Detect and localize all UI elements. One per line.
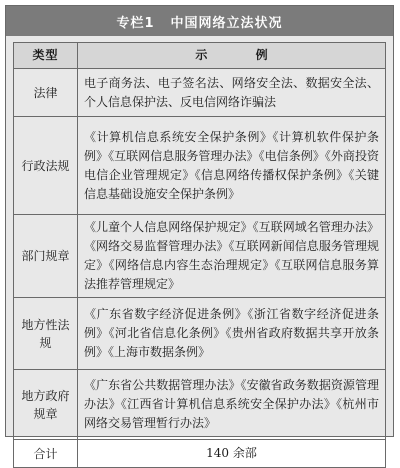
total-value: 140 余部 <box>78 440 386 468</box>
box-title-bar <box>6 6 393 36</box>
table-row <box>14 298 386 370</box>
row-examples: 《广东省数字经济促进条例》《浙江省数字经济促进条例》《河北省信息化条例》《贵州省政府数据共享开放条例》《上海市数据条例》 <box>78 298 386 370</box>
total-label: 合计 <box>14 440 78 468</box>
row-type: 法律 <box>14 69 78 117</box>
row-type: 行政法规 <box>14 117 78 215</box>
table-header-row <box>14 43 386 69</box>
row-examples: 《儿童个人信息网络保护规定》《互联网域名管理办法》《网络交易监督管理办法》《互联网新闻信息服务管理规定》《网络信息内容生态治理规定》《互联网信息服务算法推荐管理规定》 <box>78 215 386 298</box>
header-type: 类型 <box>14 43 78 69</box>
table-row <box>14 215 386 298</box>
table-row <box>14 69 386 117</box>
box-title: 中国网络立法状况 <box>170 15 283 31</box>
row-examples: 《计算机信息系统安全保护条例》《计算机软件保护条例》《互联网信息服务管理办法》《电信条例》《外商投资电信企业管理规定》《信息网络传播权保护条例》《关键信息基础设施安全保护条例》 <box>78 117 386 215</box>
row-type: 部门规章 <box>14 215 78 298</box>
box-number: 专栏1 <box>116 15 155 31</box>
row-examples: 《广东省公共数据管理办法》《安徽省政务数据资源管理办法》《江西省计算机信息系统安全保护办法》《杭州市网络交易管理暂行办法》 <box>78 370 386 440</box>
header-examples: 示 例 <box>78 43 386 69</box>
row-type: 地方政府规章 <box>14 370 78 440</box>
row-examples: 电子商务法、电子签名法、网络安全法、数据安全法、个人信息保护法、反电信网络诈骗法 <box>78 69 386 117</box>
table-row <box>14 117 386 215</box>
row-type: 地方性法规 <box>14 298 78 370</box>
legislation-table <box>13 42 386 468</box>
column-box <box>5 5 394 461</box>
table-row <box>14 370 386 440</box>
